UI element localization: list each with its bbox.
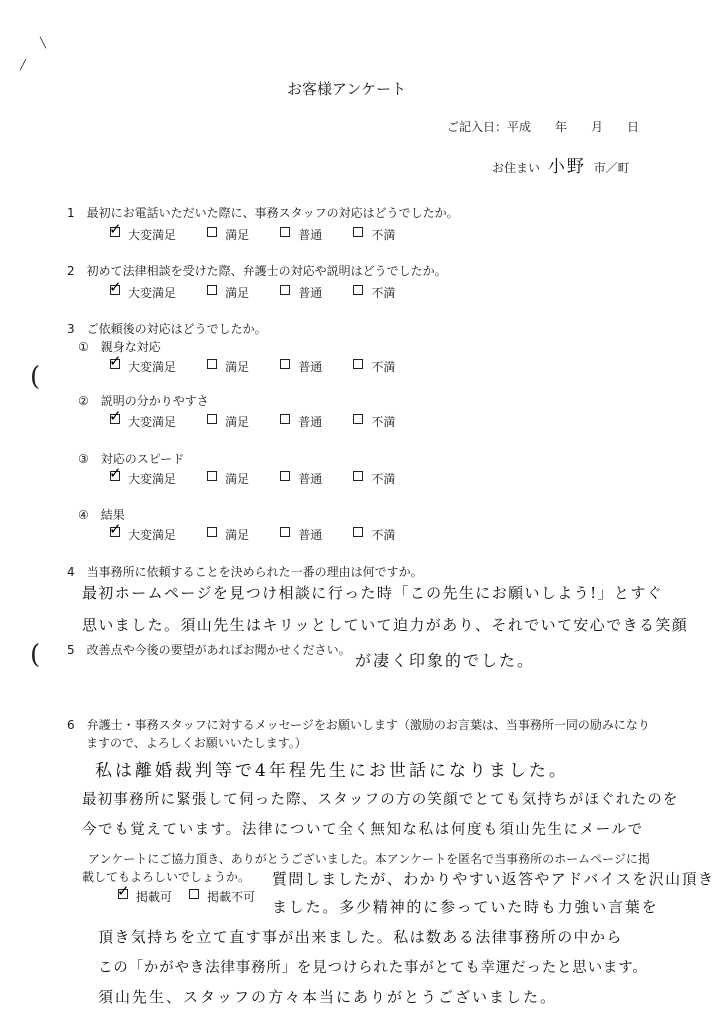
option-very-satisfied[interactable]: ✓ 大変満足	[109, 407, 177, 429]
question-2: 2 初めて法律相談を受けた際、弁護士の対応や説明はどうでしたか。	[67, 264, 447, 278]
option-very-satisfied[interactable]: ✓ 大変満足	[109, 278, 177, 300]
question-3: 3 ご依頼後の対応はどうでしたか。	[67, 322, 267, 336]
question-1: 1 最初にお電話いただいた際に、事務スタッフの対応はどうでしたか。	[67, 206, 459, 220]
binding-mark: (	[30, 640, 41, 670]
document-title: お客様アンケート	[287, 80, 407, 98]
option-normal[interactable]: 普通	[280, 413, 322, 430]
question-2-options	[109, 278, 421, 301]
question-6-answer-line-4: 質問しましたが、わかりやすい返答やアドバイスを沢山頂き	[272, 870, 715, 888]
binding-mark: (	[30, 362, 41, 392]
option-dissatisfied[interactable]: 不満	[353, 413, 395, 430]
option-satisfied[interactable]: 満足	[207, 413, 249, 430]
question-3-3-options	[109, 464, 421, 487]
check-icon: ✓	[109, 464, 122, 482]
check-icon: ✓	[109, 520, 122, 538]
option-very-satisfied[interactable]: ✓ 大変満足	[109, 352, 177, 374]
option-satisfied[interactable]: 満足	[207, 526, 249, 543]
option-satisfied[interactable]: 満足	[207, 470, 249, 487]
question-4: 4 当事務所に依頼することを決められた一番の理由は何ですか。	[67, 565, 423, 579]
option-normal[interactable]: 普通	[280, 284, 322, 301]
option-satisfied[interactable]: 満足	[207, 358, 249, 375]
option-satisfied[interactable]: 満足	[207, 284, 249, 301]
option-dissatisfied[interactable]: 不満	[353, 358, 395, 375]
question-6-answer-line-3: 今でも覚えています。法律について全く無知な私は何度も須山先生にメールで	[82, 822, 644, 838]
option-very-satisfied[interactable]: ✓ 大変満足	[109, 520, 177, 542]
question-6-answer-line-6: 頂き気持ちを立て直す事が出来ました。私は数ある法律事務所の中から	[98, 928, 623, 946]
question-5: 5 改善点や今後の要望があればお聞かせください。	[67, 643, 351, 657]
question-3-sub-1: ① 親身な対応	[78, 340, 161, 354]
consent-line-1: アンケートにご協力頂き、ありがとうございました。本アンケートを匿名で当事務所のホームページに掲	[88, 852, 650, 866]
option-dissatisfied[interactable]: 不満	[353, 284, 395, 301]
question-6-answer-line-8: 須山先生、スタッフの方々本当にありがとうございました。	[98, 988, 558, 1006]
question-3-1-options	[109, 352, 421, 375]
question-3-2-options	[109, 407, 421, 430]
date-line: ご記入日：平成 年 月 日	[447, 120, 640, 134]
option-normal[interactable]: 普通	[280, 526, 322, 543]
option-deny-publication[interactable]: 掲載不可	[189, 888, 255, 905]
question-4-answer-line-2: 思いました。須山先生はキリッとしていて迫力があり、それでいて安心できる笑顔	[82, 616, 689, 634]
option-dissatisfied[interactable]: 不満	[353, 526, 395, 543]
address-line	[492, 152, 630, 177]
scan-mark: ╲	[40, 38, 47, 49]
question-6-line-2: ますので、よろしくお願いいたします。）	[86, 736, 307, 750]
check-icon: ✓	[117, 882, 130, 900]
question-3-sub-3: ③ 対応のスピード	[78, 452, 185, 466]
check-icon: ✓	[109, 352, 122, 370]
address-suffix: 市／町	[593, 161, 630, 175]
option-very-satisfied[interactable]: ✓ 大変満足	[109, 220, 177, 242]
check-icon: ✓	[109, 278, 122, 296]
option-very-satisfied[interactable]: ✓ 大変満足	[109, 464, 177, 486]
question-6-answer-line-5: ました。多少精神的に参っていた時も力強い言葉を	[272, 898, 659, 916]
address-label: お住まい	[492, 161, 541, 175]
question-6-answer-line-1: 私は離婚裁判等で4年程先生にお世話になりました。	[95, 761, 569, 781]
question-6-answer-line-7: この「かがやき法律事務所」を見つけられた事がとても幸運だったと思います。	[98, 960, 648, 976]
question-1-options	[109, 220, 421, 243]
question-6-answer-line-2: 最初事務所に緊張して伺った際、スタッフの方の笑顔でとても気持ちがほぐれたのを	[82, 792, 679, 808]
question-3-4-options	[109, 520, 421, 543]
option-allow-publication[interactable]: ✓ 掲載可	[117, 882, 173, 904]
question-3-sub-4: ④ 結果	[78, 508, 125, 522]
consent-options	[117, 882, 281, 905]
option-normal[interactable]: 普通	[280, 470, 322, 487]
check-icon: ✓	[109, 220, 122, 238]
question-4-answer-line-3: が凄く印象的でした。	[355, 651, 536, 670]
question-6-line-1: 6 弁護士・事務スタッフに対するメッセージをお願いします（激励のお言葉は、当事務所一同の励みになり	[67, 718, 650, 732]
option-normal[interactable]: 普通	[280, 358, 322, 375]
option-satisfied[interactable]: 満足	[207, 226, 249, 243]
option-normal[interactable]: 普通	[280, 226, 322, 243]
scan-mark: ╱	[20, 60, 27, 71]
option-dissatisfied[interactable]: 不満	[353, 226, 395, 243]
question-3-sub-2: ② 説明の分かりやすさ	[78, 394, 209, 408]
consent-line-2: 載してもよろしいでしょうか。	[82, 870, 251, 884]
question-4-answer-line-1: 最初ホームページを見つけ相談に行った時「この先生にお願いしよう!」とすぐ	[82, 584, 664, 602]
address-city: 小野	[547, 157, 586, 177]
option-dissatisfied[interactable]: 不満	[353, 470, 395, 487]
check-icon: ✓	[109, 407, 122, 425]
